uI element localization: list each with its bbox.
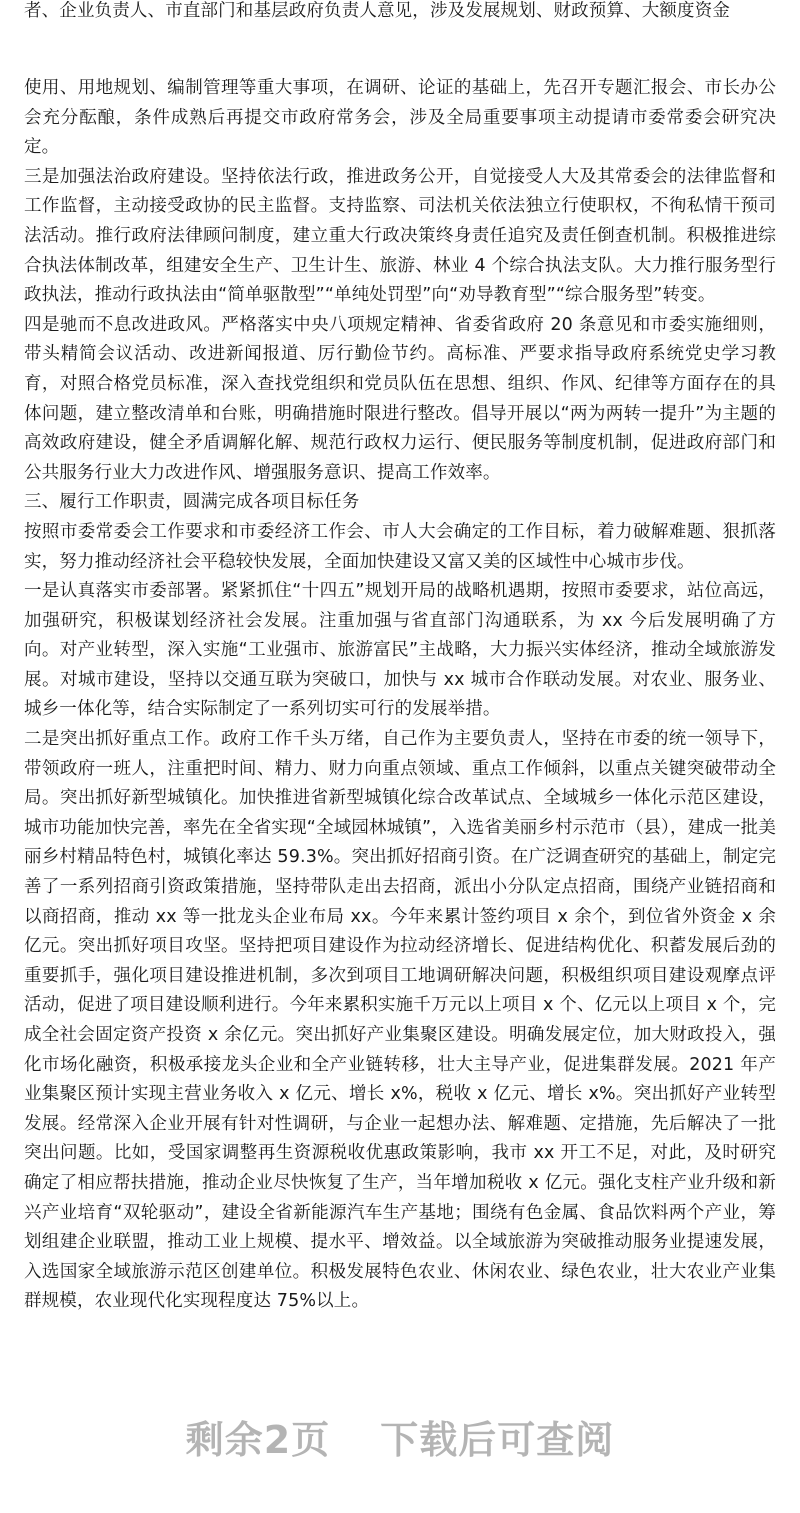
paragraph: 按照市委常委会工作要求和市委经济工作会、市人大会确定的工作目标，着力破解难题、狠抓落实，努力推动经济社会平稳较快发展，全面加快建设又富又美的区域性中心城市步伐。 bbox=[24, 521, 776, 572]
download-banner[interactable] bbox=[0, 1410, 800, 1470]
top-partial-line: 者、企业负责人、市直部门和基层政府负责人意见，涉及发展规划、财政预算、大额度资金 bbox=[24, 1, 730, 21]
paragraph: 三是加强法治政府建设。坚持依法行政，推进政务公开，自觉接受人大及其常委会的法律监督和工作监督，主动接受政协的民主监督。支持监察、司法机关依法独立行使职权，不徇私情干预司法活动。推行政府法律顾问制度，建立重大行政决策终身责任追究及责任倒查机制。积极推进综合执法体制改革，组建安全生产、卫生计生、旅游、林业 4 个综合执法支队。大力推行服务型行政执法，推动行政执法由“简单驱散型”“单纯处罚型”向“劝导教育型”“综合服务型”转变。 bbox=[24, 166, 776, 306]
section-heading: 三、履行工作职责，圆满完成各项目标任务 bbox=[24, 492, 360, 513]
paragraph: 二是突出抓好重点工作。政府工作千头万绪，自己作为主要负责人，坚持在市委的统一领导下，带领政府一班人，注重把时间、精力、财力向重点领域、重点工作倾斜，以重点关键突破带动全局。突出抓好新型城镇化。加快推进省新型城镇化综合改革试点、全域城乡一体化示范区建设，城市功能加快完善，率先在全省实现“全域园林城镇”，入选省美丽乡村示范市（县），建成一批美丽乡村精品特色村，城镇化率达 59.3%。突出抓好招商引资。在广泛调查研究的基础上，制定完善了一系列招商引资政策措施，坚持带队走出去招商，派出小分队定点招商，围绕产业链招商和以商招商，推动 xx 等一批龙头企业布局 xx。今年来累计签约项目 x 余个，到位省外资金 x 余亿元。突出抓好项目攻坚。坚持把项目建设作为拉动经济增长、促进结构优化、积蓄发展后劲的重要抓手，强化项目建设推进机制，多次到项目工地调研解决问题，积极组织项目建设观摩点评活动，促进了项目建设顺利进行。今年来累积实施千万元以上项目 x 个、亿元以上项目 x 个，完成全社会固定资产投资 x 余亿元。突出抓好产业集聚区建设。明确发展定位，加大财政投入，强化市场化融资，积极承接龙头企业和全产业链转移，壮大主导产业，促进集群发展。2021 年产业集聚区预计实现主营业务收入 x 亿元、增长 x%，税收 x 亿元、增长 x%。突出抓好产业转型发展。经常深入企业开展有针对性调研，与企业一起想办法、解难题、定措施，先后解决了一批突出问题。比如，受国家调整再生资源税收优惠政策影响，我市 xx 开工不足，对此，及时研究确定了相应帮扶措施，推动企业尽快恢复了生产，当年增加税收 x 亿元。强化支柱产业升级和新兴产业培育“双轮驱动”，建设全省新能源汽车生产基地；围绕有色金属、食品饮料两个产业，筹划组建企业联盟，推动工业上规模、提水平、增效益。以全域旅游为突破推动服务业提速发展，入选国家全域旅游示范区创建单位。积极发展特色农业、休闲农业、绿色农业，壮大农业产业集群规模，农业现代化实现程度达 75%以上。 bbox=[24, 729, 776, 1312]
document-body bbox=[24, 74, 776, 1317]
paragraph: 使用、用地规划、编制管理等重大事项，在调研、论证的基础上，先召开专题汇报会、市长办公会充分酝酿，条件成熟后再提交市政府常务会，涉及全局重要事项主动提请市委常委会研究决定。 bbox=[24, 78, 776, 158]
paragraph: 一是认真落实市委部署。紧紧抓住“十四五”规划开局的战略机遇期，按照市委要求，站位高远，加强研究，积极谋划经济社会发展。注重加强与省直部门沟通联系，为 xx 今后发展明确了方向。对产业转型，深入实施“工业强市、旅游富民”主战略，大力振兴实体经济，推动全域旅游发展。对城市建设，坚持以交通互联为突破口，加快与 xx 城市合作联动发展。对农业、服务业、城乡一体化等，结合实际制定了一系列切实可行的发展举措。 bbox=[24, 581, 776, 720]
remaining-pages-text: 剩余2页 bbox=[185, 1418, 331, 1462]
download-hint-text: 下载后可查阅 bbox=[380, 1418, 615, 1462]
paragraph: 四是驰而不息改进政风。严格落实中央八项规定精神、省委省政府 20 条意见和市委实施细则，带头精简会议活动、改进新闻报道、厉行勤俭节约。高标准、严要求指导政府系统党史学习教育，对照合格党员标准，深入查找党组织和党员队伍在思想、组织、作风、纪律等方面存在的具体问题，建立整改清单和台账，明确措施时限进行整改。倡导开展以“两为两转一提升”为主题的高效政府建设，健全矛盾调解化解、规范行政权力运行、便民服务等制度机制，促进政府部门和公共服务行业大力改进作风、增强服务意识、提高工作效率。 bbox=[24, 314, 776, 483]
